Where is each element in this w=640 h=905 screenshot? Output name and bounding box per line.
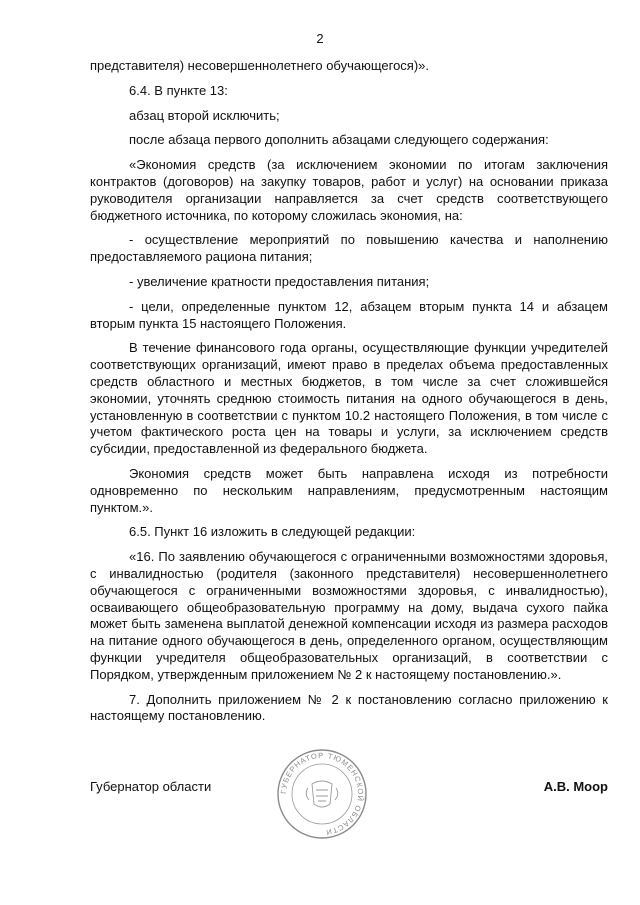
paragraph: - цели, определенные пунктом 12, абзацем вторым пункта 14 и абзацем вторым пункта 15 настоящего Положения. xyxy=(90,298,608,331)
paragraph: «Экономия средств (за исключением экономии по итогам заключения контрактов (договоров) на закупку товаров, работ и услуг) на основании приказа руководителя организации направляется за счет средств соответствующего бюджетного источника, по которому сложилась экономия, на: xyxy=(90,157,608,223)
page-number: 2 xyxy=(316,31,324,46)
paragraph: - осуществление мероприятий по повышению качества и наполнению предоставляемого рациона питания; xyxy=(90,232,608,265)
paragraph: Экономия средств может быть направлена исходя из потребности одновременно по нескольким направлениям, предусмотренным настоящим пунктом.». xyxy=(90,465,608,515)
signature-block xyxy=(90,779,608,799)
document-body xyxy=(90,58,608,733)
paragraph: после абзаца первого дополнить абзацами следующего содержания: xyxy=(129,132,549,148)
paragraph: представителя) несовершеннолетнего обучающегося)». xyxy=(90,58,430,73)
signatory-name: А.В. Моор xyxy=(543,779,608,794)
paragraph: 6.4. В пункте 13: xyxy=(129,82,228,98)
paragraph: абзац второй исключить; xyxy=(129,107,280,123)
signatory-position: Губернатор области xyxy=(90,779,212,794)
paragraph: - увеличение кратности предоставления питания; xyxy=(129,273,430,289)
paragraph: 7. Дополнить приложением № 2 к постановлению согласно приложению к настоящему постановлению. xyxy=(90,691,608,724)
paragraph: 6.5. Пункт 16 изложить в следующей редакции: xyxy=(129,524,416,540)
paragraph: В течение финансового года органы, осуществляющие функции учредителей соответствующих организаций, имеют право в пределах объема предоставленных средств областного и местных бюджетов, в том числе за счет сложившейся экономии, уточнять среднюю стоимость питания на одного обучающегося в день, установленную в соответствии с пунктом 10.2 настоящего Положения, в том числе с учетом фактического роста цен на товары и услуги, за исключением средств субсидии, предоставленной из федерального бюджета. xyxy=(90,340,608,457)
seal-text: ГУБЕРНАТОР ТЮМЕНСКОЙ ОБЛАСТИ xyxy=(278,750,366,837)
paragraph: «16. По заявлению обучающегося с ограниченными возможностями здоровья, с инвалидностью (родителя (законного представителя) несовершеннолетнего обучающегося с ограниченными возможностями здоровья, с инвалидностью), осваивающего общеобразовательную программу на дому, выдача сухого пайка может быть заменена выплатой денежной компенсации исходя из размера расходов на питание одного обучающегося в день, определенного органом, осуществляющим функции учредителя общеобразовательных организаций, в соответствии с Порядком, утвержденным приложением № 2 к настоящему постановлению.». xyxy=(90,549,608,682)
